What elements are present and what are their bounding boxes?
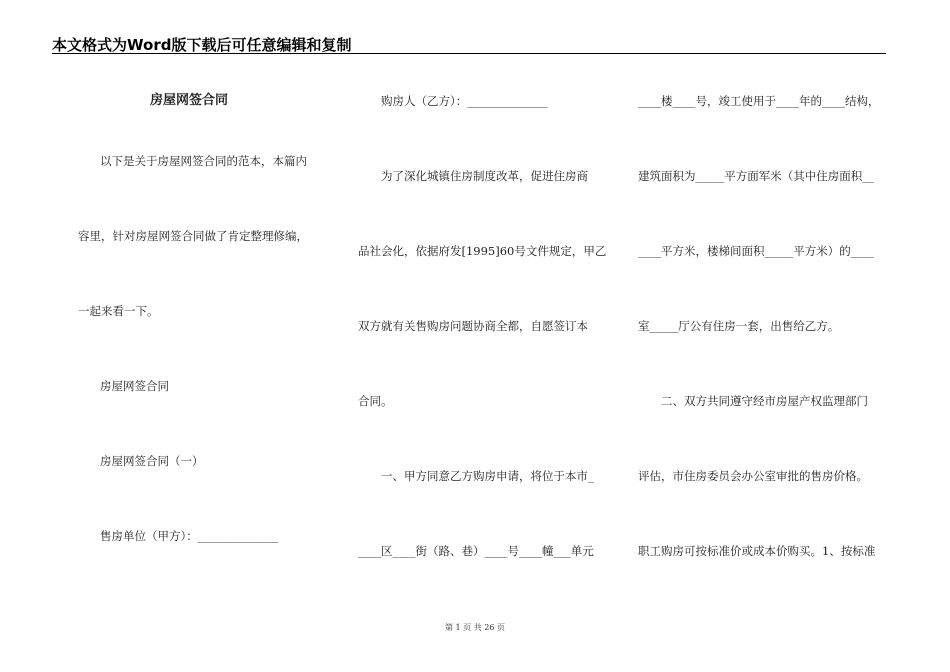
page-number-footer: 第 1 页 共 26 页 (445, 623, 505, 632)
document-header-title: 本文格式为Word版下载后可任意编辑和复制 (52, 36, 352, 54)
paragraph-line: ____楼____号，竣工使用于____年的____结构， (638, 94, 880, 108)
paragraph-line: 双方就有关售购房问题协商全都，自愿签订本 (358, 319, 588, 333)
paragraph-line: 职工购房可按标准价或成本价购买。1、按标准 (638, 544, 876, 558)
paragraph-line: 室_____厅公有住房一套，出售给乙方。 (638, 319, 840, 333)
paragraph-line: ____平方米，楼梯间面积_____平方米）的____ (638, 244, 874, 258)
paragraph-line: 为了深化城镇住房制度改革，促进住房商 (381, 169, 588, 183)
paragraph-line: 房屋网签合同 (100, 379, 169, 393)
paragraph-line: 以下是关于房屋网签合同的范本，本篇内 (100, 154, 307, 168)
paragraph-line: 一、甲方同意乙方购房申请，将位于本市_ (381, 469, 594, 483)
paragraph-line: 合同。 (358, 394, 393, 408)
paragraph-line: 一起来看一下。 (78, 304, 159, 318)
paragraph-line: 售房单位（甲方）：______________ (100, 529, 279, 543)
paragraph-line: ____区____街（路、巷）____号____幢___单元 (358, 544, 594, 558)
paragraph-line: 购房人（乙方）：______________ (381, 94, 548, 108)
paragraph-line: 房屋网签合同（一） (100, 454, 204, 468)
paragraph-line: 品社会化，依据府发[1995]60号文件规定，甲乙 (358, 244, 607, 258)
paragraph-line: 建筑面积为_____平方面军米（其中住房面积__ (638, 169, 874, 183)
paragraph-line: 二、双方共同遵守经市房屋产权监理部门 (661, 394, 868, 408)
paragraph-line: 评估，市住房委员会办公室审批的售房价格。 (638, 469, 868, 483)
document-title: 房屋网签合同 (150, 93, 229, 108)
header-divider (52, 53, 886, 54)
paragraph-line: 容里，针对房屋网签合同做了肯定整理修编， (78, 229, 308, 243)
